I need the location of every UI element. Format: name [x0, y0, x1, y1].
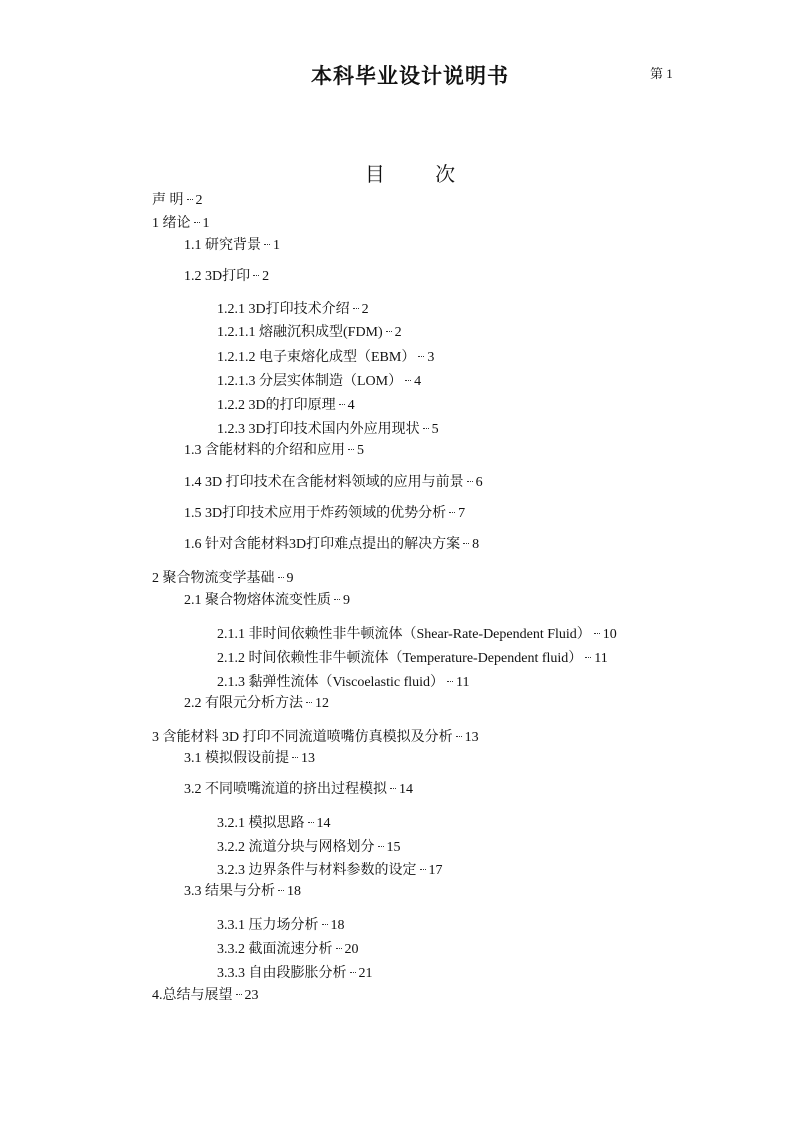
page-number-mark: 第 1 [650, 66, 673, 81]
dot-leader [456, 736, 462, 737]
dot-leader [194, 222, 200, 223]
toc-entry-page: 18 [330, 918, 345, 933]
toc-entry-label: 2.1 聚合物熔体流变性质 [184, 593, 331, 608]
toc-entry-page: 20 [344, 942, 359, 957]
toc-entry-page: 10 [602, 627, 617, 642]
toc-entry-label: 3.3 结果与分析 [184, 884, 275, 899]
toc-title: 目 次 [364, 162, 478, 186]
dot-leader [585, 657, 591, 658]
dot-leader [336, 948, 342, 949]
toc-entry-page: 2 [361, 302, 369, 317]
dot-leader [378, 846, 384, 847]
toc-entry-page: 3 [427, 350, 435, 365]
toc-entry-label: 3.2.2 流道分块与网格划分 [217, 840, 375, 855]
toc-entry-page: 2 [262, 269, 270, 284]
dot-leader [322, 924, 328, 925]
toc-entry-label: 1.2.2 3D的打印原理 [217, 398, 336, 413]
toc-entry-page: 5 [431, 422, 439, 437]
toc-entry-page: 11 [456, 675, 470, 690]
toc-entry-label: 1.2.1.2 电子束熔化成型（EBM） [217, 350, 416, 365]
toc-entry-page: 21 [358, 966, 373, 981]
dot-leader [278, 890, 284, 891]
toc-entry-page: 17 [428, 863, 443, 878]
dot-leader [447, 681, 453, 682]
toc-entry-label: 3.3.1 压力场分析 [217, 918, 319, 933]
toc-entry-label: 2.1.1 非时间依赖性非牛顿流体（Shear-Rate-Dependent Fluid） [217, 627, 591, 642]
toc-entry-page: 12 [315, 696, 329, 711]
dot-leader [420, 869, 426, 870]
toc-entry-label: 1.6 针对含能材料3D打印难点提出的解决方案 [184, 537, 461, 552]
toc-entry-page: 14 [316, 816, 331, 831]
dot-leader [253, 275, 259, 276]
dot-leader [386, 331, 392, 332]
toc-entry-page: 9 [343, 593, 350, 608]
toc-entry-label: 声 明 [152, 193, 184, 208]
dot-leader [236, 994, 242, 995]
toc-entry-page: 14 [399, 782, 413, 797]
document-header-title: 本科毕业设计说明书 [311, 64, 509, 88]
dot-leader [187, 199, 193, 200]
dot-leader [449, 512, 455, 513]
dot-leader [308, 822, 314, 823]
dot-leader [463, 543, 469, 544]
toc-entry-label: 1.2.1.3 分层实体制造（LOM） [217, 374, 403, 389]
toc-entry-label: 2.1.2 时间依赖性非牛顿流体（Temperature-Dependent fluid） [217, 651, 583, 666]
toc-entry-label: 3.3.3 自由段膨胀分析 [217, 966, 347, 981]
toc-entry-label: 3.2.1 模拟思路 [217, 816, 305, 831]
toc-entry-page: 1 [273, 238, 280, 253]
toc-entry-label: 2.1.3 黏弹性流体（Viscoelastic fluid） [217, 675, 445, 690]
dot-leader [339, 404, 345, 405]
dot-leader [348, 449, 354, 450]
dot-leader [306, 702, 312, 703]
toc-entry-label: 1.2.1.1 熔融沉积成型(FDM) [217, 325, 383, 340]
toc-entry-label: 3.2 不同喷嘴流道的挤出过程模拟 [184, 782, 387, 797]
toc-entry-page: 4 [347, 398, 355, 413]
dot-leader [264, 244, 270, 245]
dot-leader [418, 356, 424, 357]
dot-leader [405, 380, 411, 381]
toc-entry-page: 6 [475, 475, 483, 490]
toc-entry-label: 2 聚合物流变学基础 [152, 571, 275, 586]
toc-entry-label: 1.1 研究背景 [184, 238, 261, 253]
dot-leader [594, 633, 600, 634]
toc-entry-label: 3.2.3 边界条件与材料参数的设定 [217, 863, 417, 878]
dot-leader [423, 428, 429, 429]
toc-entry-page: 1 [202, 216, 210, 231]
toc-entry-page: 5 [357, 443, 364, 458]
toc-entry-label: 3.3.2 截面流速分析 [217, 942, 333, 957]
toc-entry-label: 4.总结与展望 [152, 988, 233, 1003]
toc-entry-page: 15 [386, 840, 401, 855]
toc-entry-label: 1.4 3D 打印技术在含能材料领域的应用与前景 [184, 475, 464, 490]
toc-entry-page: 9 [286, 571, 294, 586]
toc-entry-page: 13 [301, 751, 315, 766]
toc-entry-label: 3.1 模拟假设前提 [184, 751, 289, 766]
toc-entry-page: 8 [472, 537, 480, 552]
toc-entry-page: 2 [394, 325, 402, 340]
dot-leader [292, 757, 298, 758]
dot-leader [278, 577, 284, 578]
dot-leader [353, 308, 359, 309]
toc-entry-label: 1.2 3D打印 [184, 269, 251, 284]
dot-leader [334, 599, 340, 600]
toc-entry-page: 23 [244, 988, 259, 1003]
toc-entry-label: 1 绪论 [152, 216, 191, 231]
toc-entry-label: 1.2.1 3D打印技术介绍 [217, 302, 350, 317]
toc-entry-label: 1.2.3 3D打印技术国内外应用现状 [217, 422, 420, 437]
toc-entry-page: 11 [594, 651, 608, 666]
toc-entry-label: 3 含能材料 3D 打印不同流道喷嘴仿真模拟及分析 [152, 730, 453, 745]
dot-leader [467, 481, 473, 482]
toc-entry-page: 4 [414, 374, 422, 389]
toc-entry-label: 1.3 含能材料的介绍和应用 [184, 443, 345, 458]
dot-leader [390, 788, 396, 789]
toc-entry-label: 1.5 3D打印技术应用于炸药领域的优势分析 [184, 506, 447, 521]
dot-leader [350, 972, 356, 973]
toc-entry-page: 13 [464, 730, 479, 745]
toc-entry-page: 18 [287, 884, 301, 899]
toc-entry-label: 2.2 有限元分析方法 [184, 696, 303, 711]
toc-entry-page: 7 [458, 506, 466, 521]
toc-entry-page: 2 [195, 193, 203, 208]
